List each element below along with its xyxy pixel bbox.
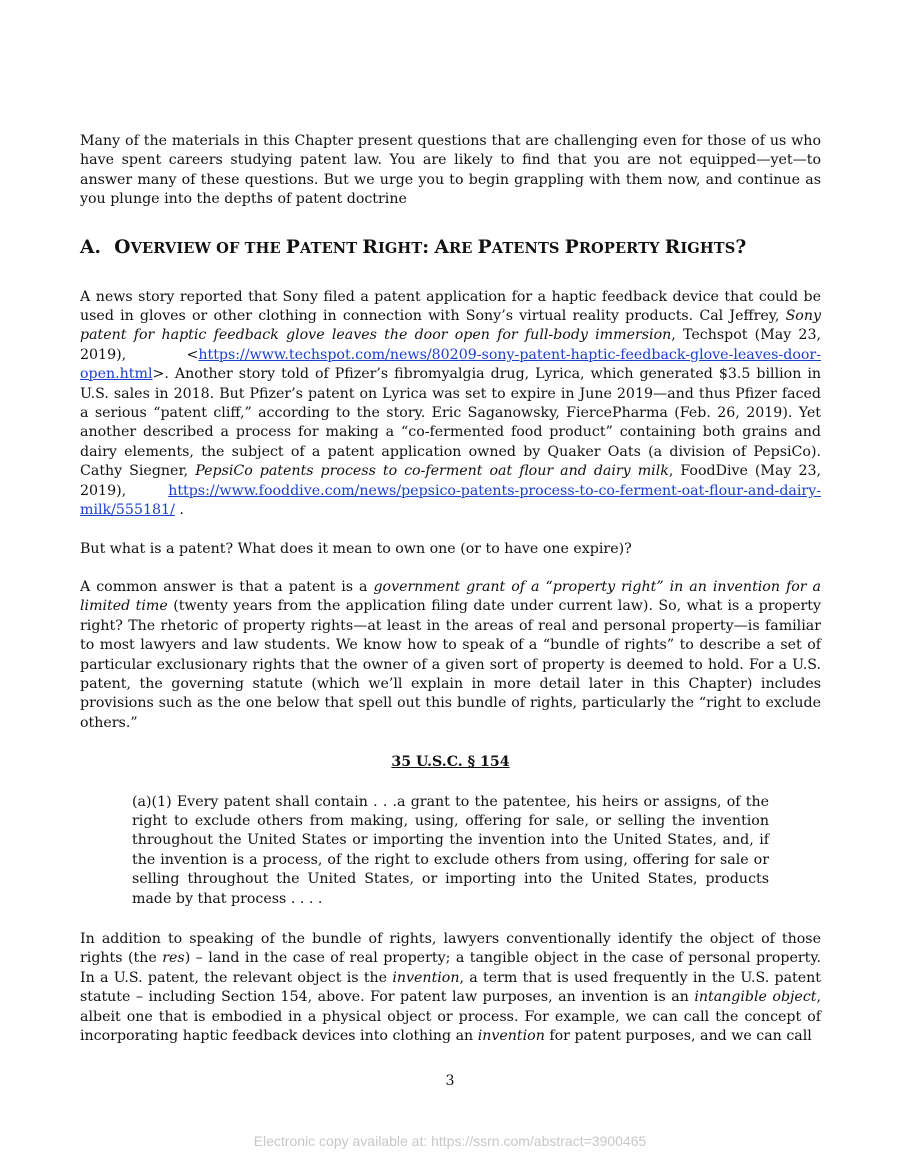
italic-definition: government grant of a “property right” in an invention for a limited time <box>80 578 821 615</box>
italic-term: intangible object <box>694 989 817 1006</box>
document-page <box>80 132 821 1046</box>
text-run: , FoodDive (May 23, 2019), <box>80 463 822 499</box>
heading-word-rest: ATENTS <box>491 239 565 257</box>
italic-term: res <box>162 950 185 967</box>
heading-word: O <box>114 236 131 258</box>
statute-title: 35 U.S.C. § 154 <box>391 754 510 771</box>
heading-word: A <box>434 236 449 258</box>
question-paragraph: But what is a patent? What does it mean to own one (or to have one expire)? <box>80 540 632 557</box>
heading-word-rest: ROPERTY <box>578 239 665 257</box>
text-run: , albeit one that is embodied in a physical object or process. For example, we can call the concept of incorporating haptic feedback devices into clothing an <box>80 989 821 1045</box>
heading-word: P <box>477 236 492 258</box>
heading-word: ? <box>735 236 747 258</box>
text-run: ) – land in the case of real property; a tangible object in the case of personal property. In a U.S. patent, the relevant object is the <box>80 950 821 986</box>
news-paragraph <box>80 288 821 521</box>
text-run: In addition to speaking of the bundle of rights, lawyers conventionally identify the object of those rights (the <box>80 931 821 967</box>
italic-term: invention <box>477 1028 545 1045</box>
heading-word-rest: IGHTS <box>680 239 736 257</box>
article-title-sony: Sony patent for haptic feedback glove leaves the door open for full-body immersion <box>80 308 821 344</box>
text-run: . <box>174 502 184 519</box>
text-run: A news story reported that Sony filed a patent application for a haptic feedback device that could be used in gloves or other clothing in connection with Sony’s virtual reality products. Cal Jeffrey, <box>80 288 821 325</box>
ssrn-footer: Electronic copy available at: https://ssrn.com/abstract=3900465 <box>253 1133 647 1149</box>
text-run: (twenty years from the application filing date under current law). So, what is a property right? The rhetoric of property rights—at least in the areas of real and personal property—is familiar to most lawyers and law students. We know how to speak of a “bundle of rights” to describe a set of particular exclusionary rights that the owner of a given sort of property is deemed to hold. For a U.S. patent, the governing statute (which we’ll explain in more detail later in this Chapter) includes provisions such as the one below that spell out this bundle of rights, particularly the “right to exclude others.” <box>80 598 822 731</box>
heading-word-rest: VERVIEW OF THE <box>130 239 286 257</box>
statute-quote: (a)(1) Every patent shall contain . . .a grant to the patentee, his heirs or assigns, of the right to exclude others from making, using, offering for sale, or selling the invention throughout the United States or importing the invention into the United States, and, if the invention is a process, of the right to exclude others from using, offering for sale or selling throughout the United States, or importing into the United States, products made by that process . . . . <box>132 793 769 907</box>
article-title-pepsico: PepsiCo patents process to co-ferment oat flour and dairy milk <box>195 463 669 480</box>
italic-term: invention <box>392 969 460 986</box>
text-run: >. Another story told of Pfizer’s fibromyalgia drug, Lyrica, which generated $3.5 billion in U.S. sales in 2018. But Pfizer’s patent on Lyrica was set to expire in June 2019—and thus Pfizer faced a serious “patent cliff,” according to the story. Eric Saganowsky, FiercePharma (Feb. 26, 2019). Yet another described a process for making a “co-fermented food product” containing both grains and dairy elements, the subject of a patent application owned by Quaker Oats (a division of PepsiCo). Cathy Siegner, <box>80 366 821 480</box>
heading-word-rest: RE <box>448 239 478 257</box>
heading-word: P <box>285 236 300 258</box>
heading-prefix: A. <box>80 236 102 258</box>
fooddive-link[interactable]: https://www.fooddive.com/news/pepsico-patents-process-to-co-ferment-oat-flour-and-dairy-milk/555181/ <box>80 482 821 519</box>
heading-word: P <box>564 236 579 258</box>
heading-word-rest: ATENT <box>299 239 363 257</box>
heading-word: : <box>422 236 430 258</box>
heading-word-rest: IGHT <box>377 239 423 257</box>
text-run: for patent purposes, and we can call <box>544 1028 812 1045</box>
intro-paragraph: Many of the materials in this Chapter present questions that are challenging even for those of us who have spent careers studying patent law. You are likely to find that you are not equipped—yet—to answer many of these questions. But we urge you to begin grappling with them now, and continue as you plunge into the depths of patent doctrine <box>80 133 821 208</box>
section-heading <box>80 236 821 261</box>
text-run: , Techspot (May 23, 2019), < <box>80 327 821 363</box>
heading-word: R <box>664 236 681 258</box>
heading-word: R <box>362 236 378 258</box>
techspot-link[interactable]: https://www.techspot.com/news/80209-sony-patent-haptic-feedback-glove-leaves-door-open.html <box>80 346 821 383</box>
property-right-paragraph <box>80 578 821 733</box>
invention-paragraph <box>80 930 821 1046</box>
text-run: A common answer is that a patent is a <box>80 578 374 595</box>
page-number: 3 <box>445 1073 455 1089</box>
text-run: , a term that is used frequently in the U.S. patent statute – including Section 154, above. For patent law purposes, an invention is an <box>80 969 821 1006</box>
